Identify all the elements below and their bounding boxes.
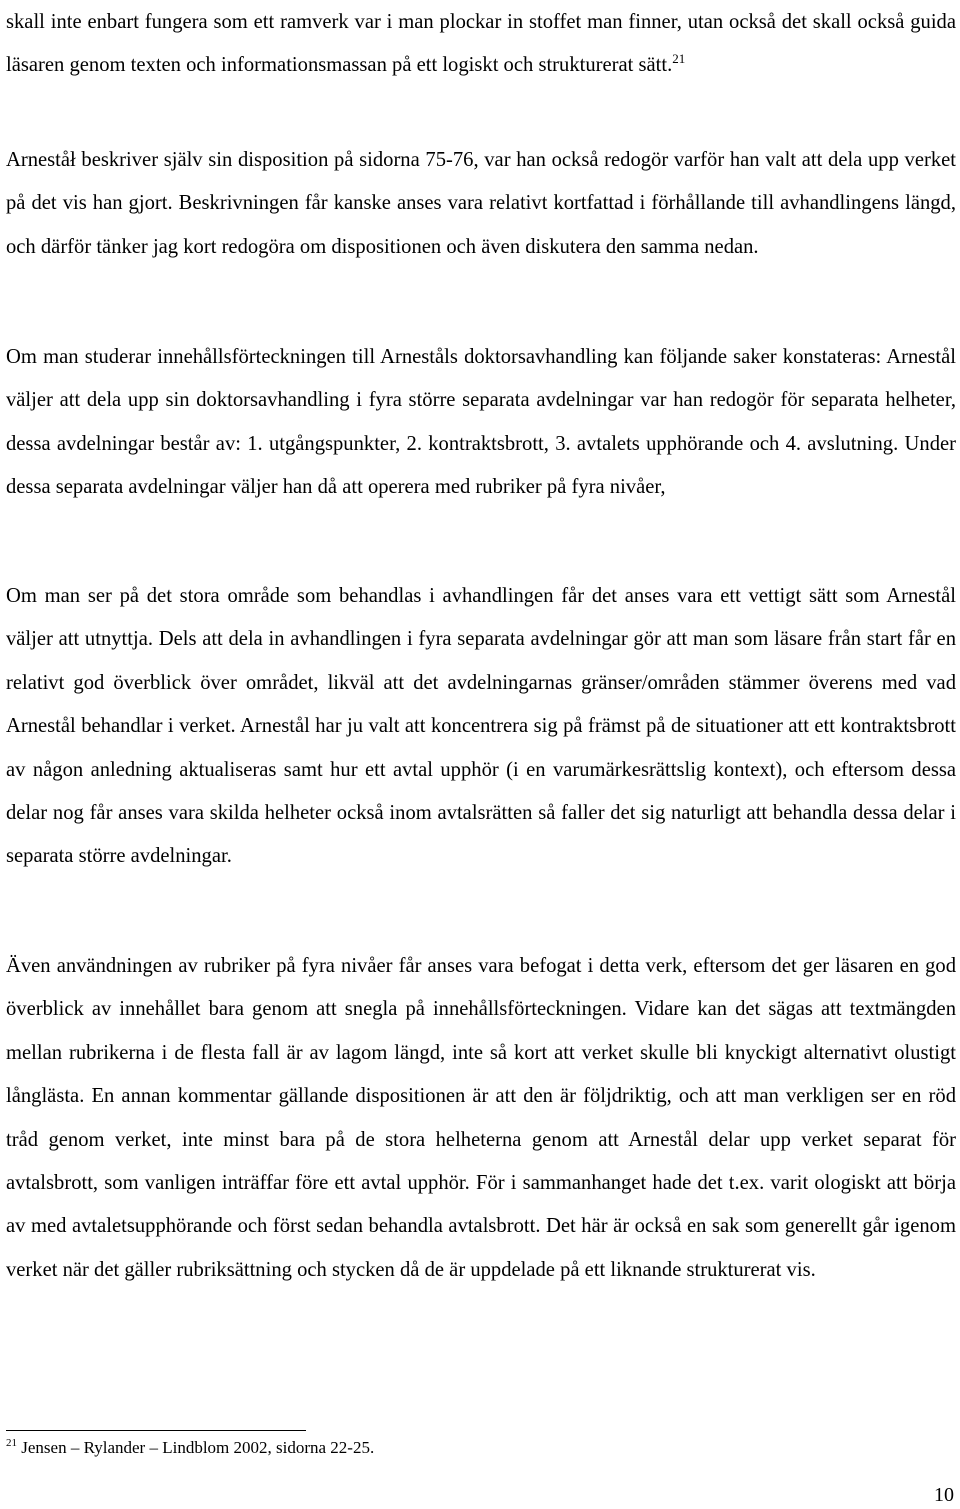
paragraph-area-assessment: Om man ser på det stora område som behandlas i avhandlingen får det anses vara ett vettigt sätt som Arnestål väljer att utnyttja. Dels att dela in avhandlingen i fyra separata avdelningar gör att man som läsare från start får en relativt god överblick över området, likväl att det avdelningarnas gränser/områden stämmer överens med vad Arnestål behandlar i verket. Arnestål har ju valt att koncentrera sig på främst på de situationer att ett kontraktsbrott av någon anledning aktualiseras samt hur ett avtal upphör (i en varumärkesrättslig kontext), och eftersom dessa delar nog får anses vara skilda helheter också inom avtalsrätten så faller det sig naturligt att behandla dessa delar i separata större avdelningar. <box>6 585 956 868</box>
page-number: 10 <box>934 1484 954 1506</box>
paragraph-text: skall inte enbart fungera som ett ramverk var i man plockar in stoffet man finner, utan också det skall också guida läsaren genom texten och informationsmassan på ett logiskt och strukturerat sätt. <box>6 11 956 77</box>
footnote-reference: 21 <box>672 51 686 67</box>
paragraph-heading-levels: Även användningen av rubriker på fyra nivåer får anses vara befogat i detta verk, eftersom det ger läsaren en god överblick av innehållet bara genom att snegla på innehållsförteckningen. Vidare kan det sägas att textmängden mellan rubrikerna i de flesta fall är av lagom längd, inte så kort att verket skulle bli knyckigt alternativt olustigt långlästa. En annan kommentar gällande dispositionen är att den är följdriktig, och att man verkligen ser en röd tråd genom verket, inte minst bara på de stora helheterna genom att Arnestål delar upp verket separat för avtalsbrott, som vanligen inträffar före ett avtal upphör. För i sammanhanget hade det t.ex. varit ologiskt att börja av med avtaletsupphörande och först sedan behandla avtalsbrott. Det här är också en sak som generellt går igenom verket när det gäller rubriksättning och stycken då de är uppdelade på ett liknande strukturerat vis. <box>6 955 956 1281</box>
footnote <box>6 1437 374 1459</box>
paragraph-arnestal-disposition: Arneståł beskriver själv sin disposition på sidorna 75-76, var han också redogör varför han valt att dela upp verket på det vis han gjort. Beskrivningen får kanske anses vara relativt kortfattad i förhållande till avhandlingens längd, och därför tänker jag kort redogöra om dispositionen och även diskutera den samma nedan. <box>6 149 956 258</box>
footnote-divider <box>6 1430 306 1431</box>
paragraph-disposition-intro <box>6 1 956 88</box>
footnote-number: 21 <box>6 1437 17 1449</box>
footnote-text: Jensen – Rylander – Lindblom 2002, sidorna 22-25. <box>21 1438 375 1457</box>
paragraph-table-of-contents: Om man studerar innehållsförteckningen till Arneståls doktorsavhandling kan följande saker konstateras: Arnestål väljer att dela upp sin doktorsavhandling i fyra större separata avdelningar var han redogör för separata helheter, dessa avdelningar består av: 1. utgångspunkter, 2. kontraktsbrott, 3. avtalets upphörande och 4. avslutning. Under dessa separata avdelningar väljer han då att operera med rubriker på fyra nivåer, <box>6 346 956 499</box>
